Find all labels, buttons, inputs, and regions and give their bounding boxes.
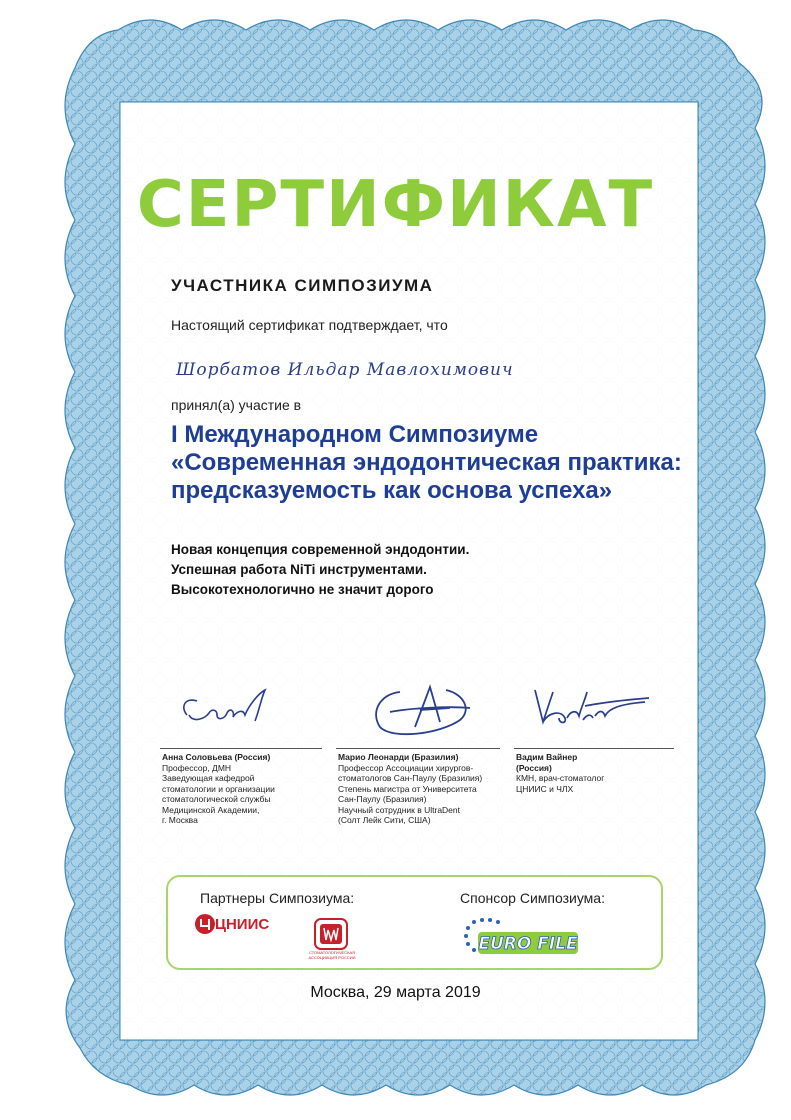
certificate-title: СЕРТИФИКАТ bbox=[136, 168, 655, 242]
symposium-sub-line: Высокотехнологично не значит дорого bbox=[171, 582, 434, 597]
signer-line: Научный сотрудник в UltraDent bbox=[338, 804, 461, 815]
certificate-subtitle: УЧАСТНИКА СИМПОЗИУМА bbox=[171, 276, 434, 295]
signer-name: Анна Соловьева (Россия) bbox=[162, 752, 271, 762]
signer-block bbox=[516, 752, 676, 794]
accepted-text: принял(а) участие в bbox=[171, 397, 302, 413]
symposium-subtitle bbox=[171, 540, 469, 600]
signer-line: стоматологии и организации bbox=[162, 783, 275, 794]
eurofile-text: EURO FILE bbox=[478, 934, 578, 954]
signer-line: стоматологов Сан-Паулу (Бразилия) bbox=[338, 773, 483, 783]
sponsor-label: Спонсор Симпозиума: bbox=[460, 890, 605, 906]
partners-label: Партнеры Симпозиума: bbox=[200, 890, 355, 906]
signature-1 bbox=[175, 685, 285, 735]
signer-line: г. Москва bbox=[162, 815, 198, 825]
signer-line: ЦНИИС и ЧЛХ bbox=[516, 783, 574, 794]
cniis-logo: ЦНИИС bbox=[215, 916, 270, 933]
eurofile-logo bbox=[460, 914, 582, 958]
signer-name: Марио Леонарди (Бразилия) bbox=[338, 752, 459, 762]
signer-line: стоматологической службы bbox=[162, 794, 271, 804]
signer-block bbox=[338, 752, 508, 826]
signer-line: Медицинской Академии, bbox=[162, 804, 260, 815]
signer-line: Заведующая кафедрой bbox=[162, 773, 255, 783]
signer-line: (Солт Лейк Сити, США) bbox=[338, 815, 431, 825]
participant-name: Шорбатов Ильдар Мавлохимович bbox=[176, 360, 514, 380]
signer-line: Профессор Ассоциации хирургов- bbox=[338, 762, 474, 773]
signature-line bbox=[336, 748, 500, 749]
signer-line: (Россия) bbox=[516, 762, 552, 773]
signature-3 bbox=[525, 680, 655, 735]
signature-line bbox=[160, 748, 322, 749]
signer-name: Вадим Вайнер bbox=[516, 752, 578, 762]
signer-line: Профессор, ДМН bbox=[162, 762, 232, 773]
symposium-title: I Международном Симпозиуме «Современная эндодонтическая практика: предсказуемость как основа успеха» bbox=[171, 421, 682, 504]
symposium-sub-line: Успешная работа NiTi инструментами. bbox=[171, 562, 427, 577]
confirm-text: Настоящий сертификат подтверждает, что bbox=[171, 317, 448, 333]
signature-2 bbox=[360, 672, 480, 742]
sa-logo-icon bbox=[314, 918, 348, 950]
cniis-logo-icon bbox=[194, 913, 216, 935]
symposium-sub-line: Новая концепция современной эндодонтии. bbox=[171, 542, 470, 557]
sa-logo-caption: СТОМАТОЛОГИЧЕСКАЯ АССОЦИАЦИЯ РОССИИ bbox=[308, 950, 356, 960]
signer-line: КМН, врач-стоматолог bbox=[516, 773, 605, 783]
signer-line: Степень магистра от Университета bbox=[338, 783, 477, 794]
signer-line: Сан-Паулу (Бразилия) bbox=[338, 794, 427, 804]
signature-line bbox=[514, 748, 674, 749]
signer-block bbox=[162, 752, 322, 826]
certificate-date: Москва, 29 марта 2019 bbox=[310, 984, 481, 1001]
